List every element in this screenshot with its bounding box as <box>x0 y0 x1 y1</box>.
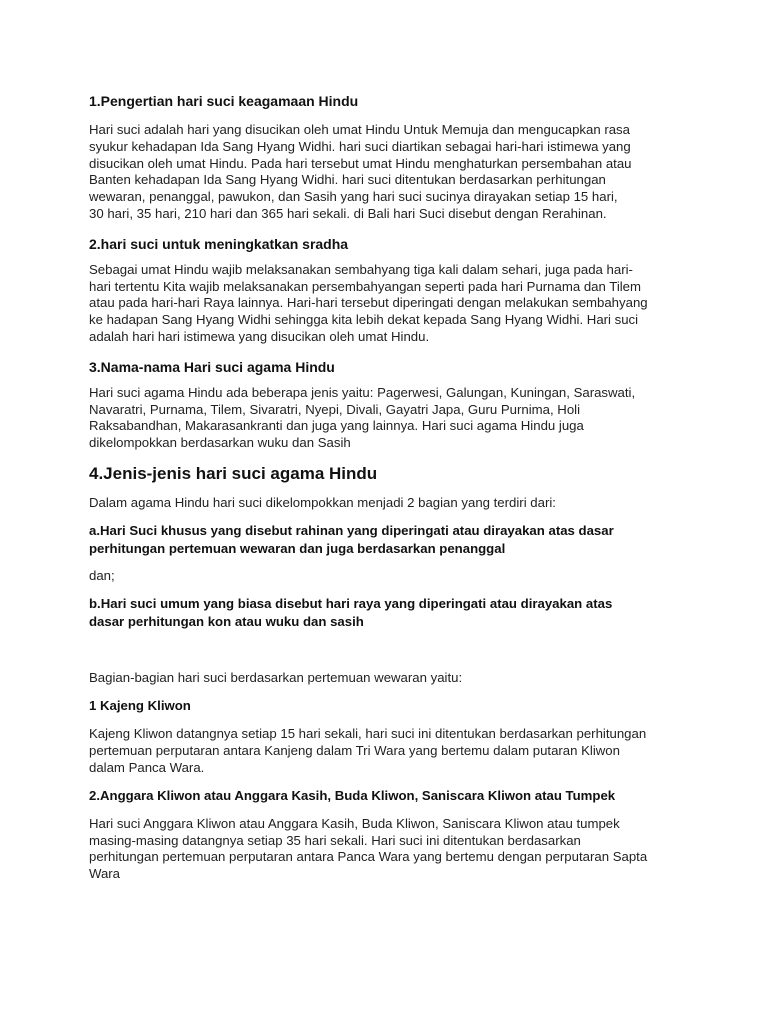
section-heading: 1.Pengertian hari suci keagamaan Hindu <box>89 93 359 109</box>
subsection-paragraph <box>89 816 689 883</box>
item-b-line: b.Hari suci umum yang biasa disebut hari raya yang diperingati atau dirayakan atas <box>89 595 613 611</box>
paragraph-line: Hari suci Anggara Kliwon atau Anggara Kasih, Buda Kliwon, Saniscara Kliwon atau tumpek <box>89 815 620 831</box>
paragraph-line: Raksabandhan, Makarasankranti dan juga yang lainnya. Hari suci agama Hindu juga <box>89 418 584 434</box>
paragraph-line: masing-masing datangnya setiap 35 hari sekali. Hari suci ini ditentukan berdasarkan <box>89 832 581 848</box>
paragraph-line: Hari suci adalah hari yang disucikan oleh umat Hindu Untuk Memuja dan mengucapkan rasa <box>89 122 630 137</box>
section-heading: 3.Nama-nama Hari suci agama Hindu <box>89 358 335 375</box>
paragraph-line: Sebagai umat Hindu wajib melaksanakan sembahyang tiga kali dalam sehari, juga pada hari- <box>89 261 633 277</box>
paragraph-line: disucikan oleh umat Hindu. Pada hari tersebut umat Hindu menghaturkan persembahan atau <box>89 155 632 171</box>
paragraph-line: Banten kehadapan Ida Sang Hyang Widhi. hari suci ditentukan berdasarkan perhitungan <box>89 172 606 188</box>
connector-text: dan; <box>89 567 115 583</box>
subsection-paragraph <box>89 726 689 776</box>
paragraph-line: dalam Panca Wara. <box>89 759 205 775</box>
section-paragraph <box>89 122 689 223</box>
paragraph-line: atau pada hari-hari Raya lainnya. Hari-hari tersebut diperingati dengan melakukan sembahyang <box>89 295 648 311</box>
section-paragraph <box>89 385 689 452</box>
item-a-line: perhitungan pertemuan wewaran dan juga berdasarkan penanggal <box>89 540 506 556</box>
item-b-line: dasar perhitungan kon atau wuku dan sasih <box>89 613 364 629</box>
document-page <box>89 92 689 883</box>
paragraph-line: Wara <box>89 866 121 882</box>
paragraph-line: Hari suci agama Hindu ada beberapa jenis yaitu: Pagerwesi, Galungan, Kuningan, Saraswati, <box>89 384 636 400</box>
paragraph-line: pertemuan perputaran antara Kanjeng dalam Tri Wara yang bertemu dalam putaran Kliwon <box>89 743 620 759</box>
paragraph-line: adalah hari hari istimewa yang disucikan oleh umat Hindu. <box>89 328 430 344</box>
subsection-heading: 1 Kajeng Kliwon <box>89 698 191 714</box>
section-heading: 4.Jenis-jenis hari suci agama Hindu <box>89 463 378 483</box>
item-a-line: a.Hari Suci khusus yang disebut rahinan yang diperingati atau dirayakan atas dasar <box>89 522 614 538</box>
section-paragraph <box>89 262 689 346</box>
item-b <box>89 595 689 631</box>
paragraph-line: perhitungan pertemuan perputaran antara Panca Wara yang bertemu dengan perputaran Sapta <box>89 849 648 865</box>
paragraph-line: 30 hari, 35 hari, 210 hari dan 365 hari sekali. di Bali hari Suci disebut dengan Rerahinan. <box>89 205 607 221</box>
paragraph-line: hari tertentu Kita wajib melaksanakan persembahyangan seperti pada hari Purnama dan Tilem <box>89 278 641 294</box>
paragraph-line: dikelompokkan berdasarkan wuku dan Sasih <box>89 435 351 451</box>
section-heading: 2.hari suci untuk meningkatkan sradha <box>89 235 349 252</box>
bagian-text: Bagian-bagian hari suci berdasarkan pertemuan wewaran yaitu: <box>89 669 463 685</box>
item-a <box>89 522 689 558</box>
paragraph-line: syukur kehadapan Ida Sang Hyang Widhi. hari suci diartikan sebagai hari-hari istimewa yang <box>89 138 631 154</box>
paragraph-line: Kajeng Kliwon datangnya setiap 15 hari sekali, hari suci ini ditentukan berdasarkan perhitungan <box>89 726 647 742</box>
section-intro: Dalam agama Hindu hari suci dikelompokkan menjadi 2 bagian yang terdiri dari: <box>89 494 556 510</box>
paragraph-line: wewaran, penanggal, pawukon, dan Sasih yang hari suci sucinya dirayakan setiap 15 hari, <box>89 189 618 205</box>
subsection-heading: 2.Anggara Kliwon atau Anggara Kasih, Buda Kliwon, Saniscara Kliwon atau Tumpek <box>89 787 616 803</box>
paragraph-line: ke hadapan Sang Hyang Widhi sehingga kita lebih dekat kepada Sang Hyang Widhi. Hari suci <box>89 312 639 328</box>
paragraph-line: Navaratri, Purnama, Tilem, Sivaratri, Nyepi, Divali, Gayatri Japa, Guru Purnima, Holi <box>89 401 581 417</box>
